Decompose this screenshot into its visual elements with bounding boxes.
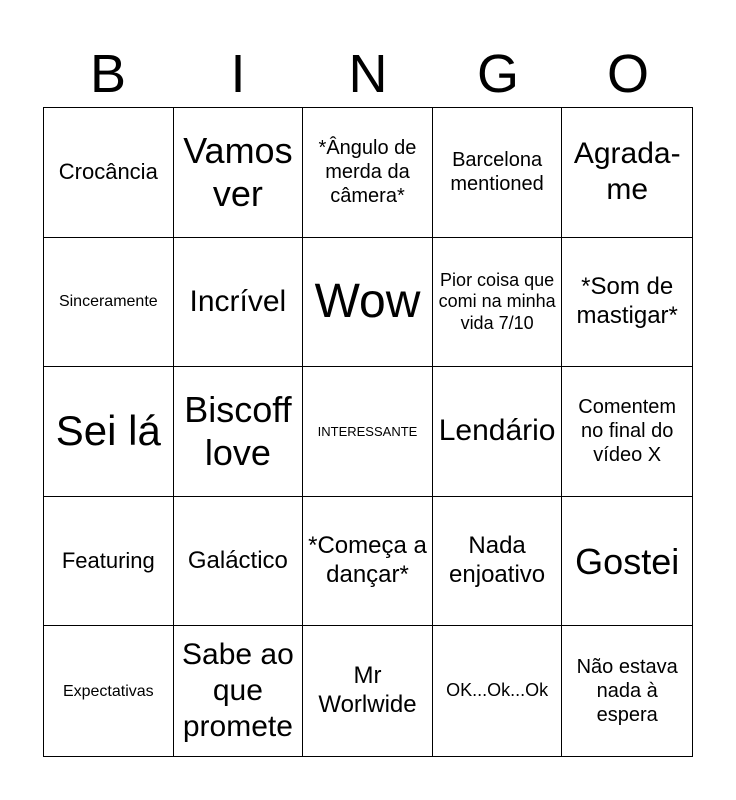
bingo-cell: Featuring bbox=[44, 497, 174, 627]
bingo-cell: Galáctico bbox=[174, 497, 304, 627]
bingo-cell: OK...Ok...Ok bbox=[433, 626, 563, 756]
bingo-cell: Sei lá bbox=[44, 367, 174, 497]
bingo-cell: Expectativas bbox=[44, 626, 174, 756]
header-letter-i: I bbox=[230, 44, 246, 104]
bingo-cell: Incrível bbox=[174, 238, 304, 368]
bingo-cell: Lendário bbox=[433, 367, 563, 497]
bingo-cell: Barcelona mentioned bbox=[433, 108, 563, 238]
bingo-cell: Gostei bbox=[562, 497, 692, 627]
bingo-cell: Não estava nada à espera bbox=[576, 656, 678, 727]
bingo-cell: *Som de mastigar* bbox=[562, 238, 692, 368]
bingo-cell: Biscoff love bbox=[174, 367, 304, 497]
header-letter-g: G bbox=[476, 44, 519, 104]
bingo-cell: Mr Worlwide bbox=[303, 626, 433, 756]
header-letter-n: N bbox=[348, 44, 388, 104]
bingo-cell: *Começa a dançar* bbox=[303, 497, 433, 627]
header-letter-o: O bbox=[606, 44, 649, 104]
bingo-cell: Wow bbox=[303, 238, 433, 368]
bingo-board bbox=[43, 107, 693, 757]
bingo-cell: Comentem no final do vídeo X bbox=[562, 367, 692, 497]
bingo-cell: Pior coisa que comi na minha vida 7/10 bbox=[433, 238, 563, 368]
bingo-cell: Sabe ao que promete bbox=[174, 626, 304, 756]
bingo-cell: INTERESSANTE bbox=[303, 367, 433, 497]
bingo-cell: *Ângulo de merda da câmera* bbox=[303, 108, 433, 238]
bingo-cell: Nada enjoativo bbox=[433, 497, 563, 627]
bingo-cell: Crocância bbox=[44, 108, 174, 238]
bingo-cell: Sinceramente bbox=[44, 238, 174, 368]
header-letter-b: B bbox=[89, 44, 127, 104]
bingo-cell: Agrada-me bbox=[562, 108, 692, 238]
bingo-cell: Vamos ver bbox=[174, 108, 304, 238]
bingo-header bbox=[43, 40, 693, 108]
